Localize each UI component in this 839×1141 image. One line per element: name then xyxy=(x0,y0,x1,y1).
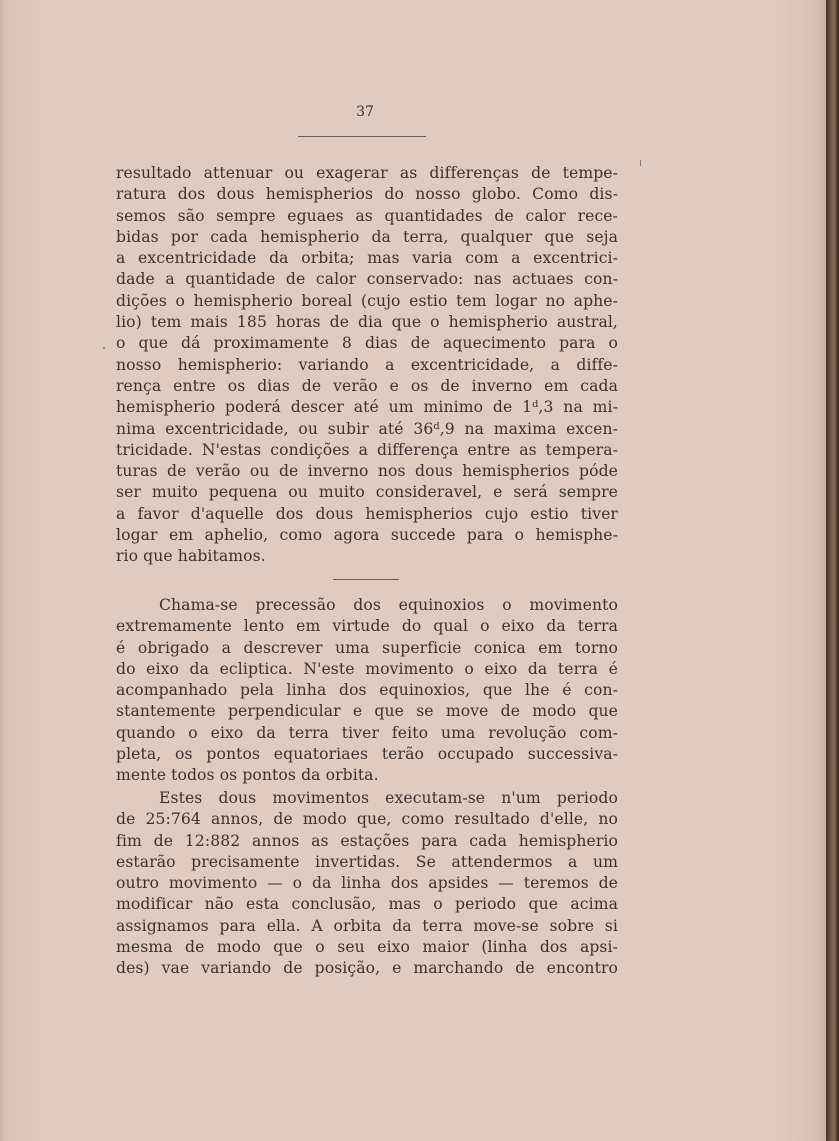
text-line: acompanhado pela linha dos equinoxios, que lhe é con- xyxy=(116,681,618,700)
text-line: é obrigado a descrever uma superficie conica em torno xyxy=(116,638,618,657)
text-line: assignamos para ella. A orbita da terra move-se sobre si xyxy=(116,916,618,935)
text-line: bidas por cada hemispherio da terra, qualquer que seja xyxy=(116,227,618,246)
text-line: tricidade. N'estas condições a differença entre as tempera- xyxy=(116,440,618,459)
header-rule xyxy=(298,136,426,137)
text-line: hemispherio poderá descer até um minimo de 1ᵈ,3 na mi- xyxy=(116,398,618,417)
text-line: quando o eixo da terra tiver feito uma revolução com- xyxy=(116,723,618,742)
text-line: lio) tem mais 185 horas de dia que o hemispherio austral, xyxy=(116,313,618,332)
text-line: pleta, os pontos equatoriaes terão occupado successiva- xyxy=(116,745,618,764)
text-line: nima excentricidade, ou subir até 36ᵈ,9 na maxima excen- xyxy=(116,419,618,438)
text-line: rio que habitamos. xyxy=(116,547,266,566)
text-line: turas de verão ou de inverno nos dous hemispherios póde xyxy=(116,462,618,481)
text-line: resultado attenuar ou exagerar as differenças de tempe- xyxy=(116,164,618,182)
paragraph-1 xyxy=(116,163,618,568)
text-line: Chama-se precessão dos equinoxios o movimento xyxy=(159,596,618,614)
text-line: Estes dous movimentos executam-se n'um periodo xyxy=(159,789,618,807)
text-line: do eixo da ecliptica. N'este movimento o eixo da terra é xyxy=(116,659,618,678)
text-line: dições o hemispherio boreal (cujo estio tem logar no aphe- xyxy=(116,291,618,310)
text-line: semos são sempre eguaes as quantidades de calor rece- xyxy=(116,206,618,225)
text-line: des) vae variando de posição, e marchando de encontro xyxy=(116,959,618,978)
paragraph-2 xyxy=(116,595,618,787)
text-line: ratura dos dous hemispherios do nosso globo. Como dis- xyxy=(116,185,618,204)
book-binding-edge xyxy=(826,0,839,1141)
text-line: a favor d'aquelle dos dous hemispherios cujo estio tiver xyxy=(116,504,618,523)
paper-speck xyxy=(640,160,641,166)
text-line: modificar não esta conclusão, mas o periodo que acima xyxy=(116,895,618,914)
text-line: dade a quantidade de calor conservado: nas actuaes con- xyxy=(116,270,618,289)
page-number: 37 xyxy=(356,104,374,120)
text-line: o que dá proximamente 8 dias de aquecimento para o xyxy=(116,334,618,353)
paper-speck xyxy=(103,347,105,349)
text-line: mente todos os pontos da orbita. xyxy=(116,766,379,785)
text-line: mesma de modo que o seu eixo maior (linha dos apsi- xyxy=(116,938,618,957)
text-line: estarão precisamente invertidas. Se attendermos a um xyxy=(116,852,618,871)
text-line: fim de 12:882 annos as estações para cada hemispherio xyxy=(116,831,618,850)
text-line: logar em aphelio, como agora succede para o hemisphe- xyxy=(116,526,618,545)
text-line: extremamente lento em virtude do qual o eixo da terra xyxy=(116,617,618,636)
text-line: stantemente perpendicular e que se move de modo que xyxy=(116,702,618,721)
text-line: ser muito pequena ou muito consideravel, e será sempre xyxy=(116,483,618,502)
text-line: outro movimento — o da linha dos apsides — teremos de xyxy=(116,874,618,893)
section-divider xyxy=(333,579,399,580)
text-line: rença entre os dias de verão e os de inverno em cada xyxy=(116,376,618,395)
text-line: de 25:764 annos, de modo que, como resultado d'elle, no xyxy=(116,810,618,829)
paragraph-3 xyxy=(116,788,618,980)
text-line: nosso hemispherio: variando a excentricidade, a diffe- xyxy=(116,355,618,374)
text-line: a excentricidade da orbita; mas varia com a excentrici- xyxy=(116,249,618,268)
